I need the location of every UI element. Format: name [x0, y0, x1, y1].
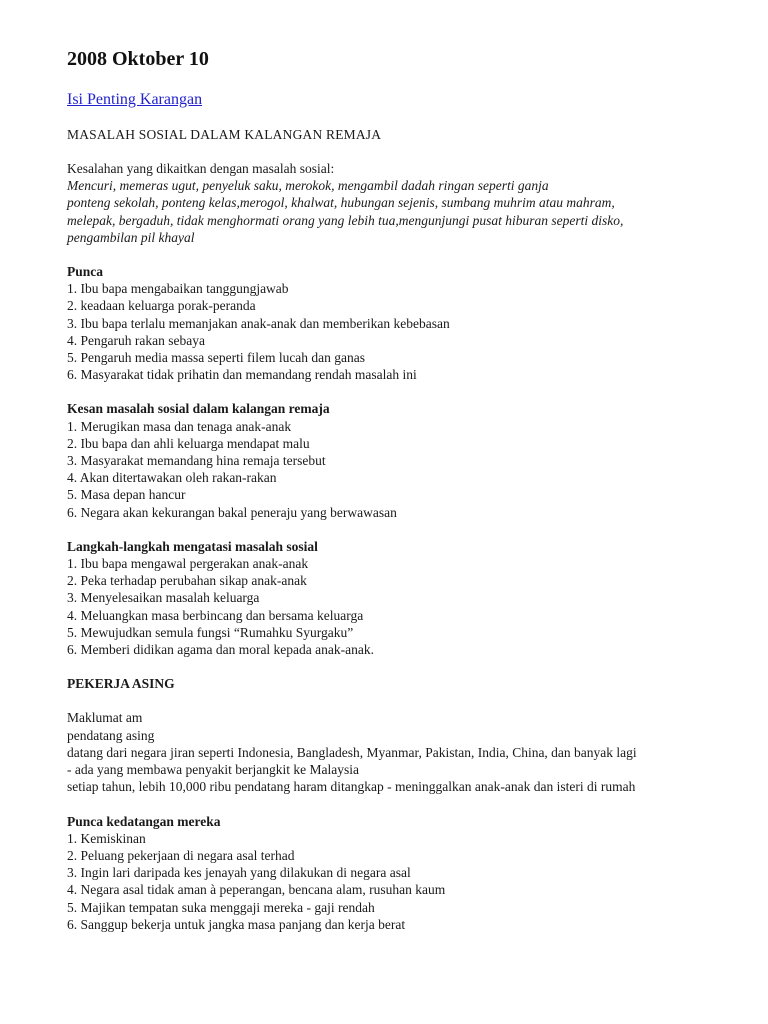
langkah-list: [67, 555, 727, 658]
pekerja-line: Maklumat am: [67, 710, 143, 726]
list-item: 3. Masyarakat memandang hina remaja tersebut: [67, 453, 326, 469]
list-item: 1. Ibu bapa mengabaikan tanggungjawab: [67, 281, 289, 297]
pekerja-line: pendatang asing: [67, 727, 155, 743]
list-item: 4. Pengaruh rakan sebaya: [67, 332, 205, 348]
list-item: 5. Majikan tempatan suka menggaji mereka - gaji rendah: [67, 899, 375, 915]
punca-kedatangan-section: [67, 813, 727, 933]
punca-kedatangan-heading: Punca kedatangan mereka: [67, 813, 221, 829]
list-item: 2. keadaan keluarga porak-peranda: [67, 298, 256, 314]
intro-line: melepak, bergaduh, tidak menghormati orang yang lebih tua,mengunjungi pusat hiburan seperti disko,: [67, 212, 624, 228]
topic-title: MASALAH SOSIAL DALAM KALANGAN REMAJA: [67, 127, 382, 142]
pekerja-heading: PEKERJA ASING: [67, 676, 175, 692]
punca-list: [67, 280, 727, 383]
langkah-section: [67, 538, 727, 658]
document-page: [67, 46, 727, 933]
list-item: 3. Menyelesaikan masalah keluarga: [67, 590, 260, 606]
list-item: 6. Sanggup bekerja untuk jangka masa panjang dan kerja berat: [67, 916, 406, 932]
list-item: 2. Ibu bapa dan ahli keluarga mendapat malu: [67, 435, 310, 451]
pekerja-line: setiap tahun, lebih 10,000 ribu pendatang haram ditangkap - meninggalkan anak-anak dan isteri di rumah: [67, 779, 636, 795]
list-item: 3. Ibu bapa terlalu memanjakan anak-anak dan memberikan kebebasan: [67, 315, 450, 331]
list-item: 6. Masyarakat tidak prihatin dan memandang rendah masalah ini: [67, 367, 417, 383]
list-item: 4. Akan ditertawakan oleh rakan-rakan: [67, 470, 277, 486]
list-item: 6. Memberi didikan agama dan moral kepada anak-anak.: [67, 642, 374, 658]
punca-kedatangan-list: [67, 830, 727, 933]
list-item: 1. Ibu bapa mengawal pergerakan anak-anak: [67, 556, 309, 572]
list-item: 4. Meluangkan masa berbincang dan bersama keluarga: [67, 607, 364, 623]
list-item: 1. Merugikan masa dan tenaga anak-anak: [67, 418, 292, 434]
langkah-heading: Langkah-langkah mengatasi masalah sosial: [67, 538, 318, 554]
intro-label: Kesalahan yang dikaitkan dengan masalah sosial:: [67, 161, 335, 176]
intro-line: Mencuri, memeras ugut, penyeluk saku, merokok, mengambil dadah ringan seperti ganja: [67, 178, 549, 194]
intro-line: pengambilan pil khayal: [67, 229, 195, 245]
list-item: 5. Mewujudkan semula fungsi “Rumahku Syurgaku”: [67, 624, 354, 640]
punca-section: [67, 263, 727, 383]
list-item: 6. Negara akan kekurangan bakal peneraju yang berwawasan: [67, 504, 397, 520]
pekerja-section: [67, 675, 727, 795]
list-item: 2. Peluang pekerjaan di negara asal terhad: [67, 847, 295, 863]
kesan-heading: Kesan masalah sosial dalam kalangan remaja: [67, 401, 330, 417]
kesan-list: [67, 418, 727, 521]
list-item: 1. Kemiskinan: [67, 830, 146, 846]
intro-line: ponteng sekolah, ponteng kelas,merogol, khalwat, hubungan sejenis, sumbang muhrim atau mahram,: [67, 195, 615, 211]
date-header: 2008 Oktober 10: [67, 48, 209, 70]
list-item: 4. Negara asal tidak aman à peperangan, bencana alam, rusuhan kaum: [67, 882, 446, 898]
list-item: 3. Ingin lari daripada kes jenayah yang dilakukan di negara asal: [67, 865, 411, 881]
post-title-link[interactable]: Isi Penting Karangan: [67, 91, 203, 108]
list-item: 5. Pengaruh media massa seperti filem lucah dan ganas: [67, 350, 366, 366]
list-item: 2. Peka terhadap perubahan sikap anak-anak: [67, 573, 307, 589]
pekerja-line: - ada yang membawa penyakit berjangkit ke Malaysia: [67, 762, 360, 778]
pekerja-line: datang dari negara jiran seperti Indonesia, Bangladesh, Myanmar, Pakistan, India, China, dan banyak lagi: [67, 744, 637, 760]
intro-block: [67, 160, 727, 246]
list-item: 5. Masa depan hancur: [67, 487, 186, 503]
punca-heading: Punca: [67, 264, 104, 280]
kesan-section: [67, 400, 727, 520]
